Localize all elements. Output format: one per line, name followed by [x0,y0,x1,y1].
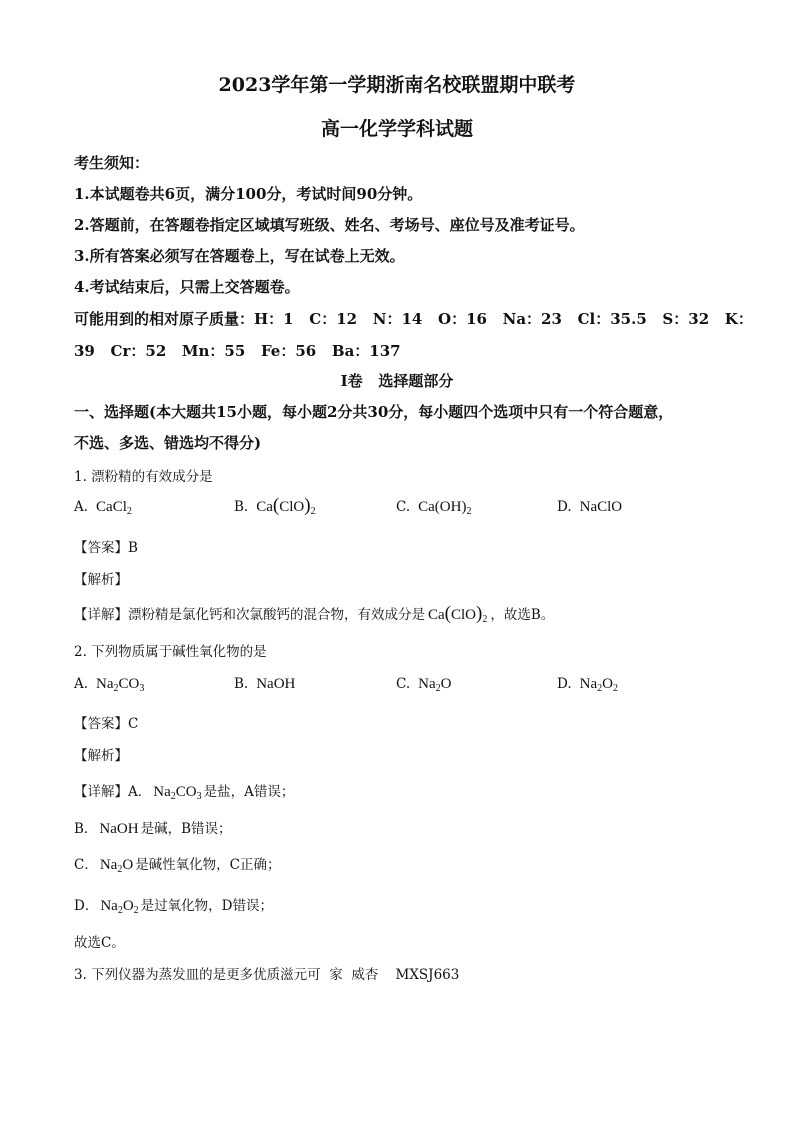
q1-detail: 【详解】漂粉精是氯化钙和次氯酸钙的混合物，有效成分是 $Ca(ClO)_2$ ，故选B。 [74,603,555,625]
question-1-stem: 1. 漂粉精的有效成分是 [74,469,213,485]
formula: $Na_2CO_3$ [96,676,145,694]
atomic-mass-line-2: 39 Cr：52 Mn：55 Fe：56 Ba：137 [74,342,401,360]
q1-analysis: 【解析】 [74,572,128,588]
notice-item-2: 2.答题前，在答题卷指定区域填写班级、姓名、考场号、座位号及准考证号。 [74,216,585,234]
option-letter: C. [396,499,411,515]
option-letter: A. [74,499,89,515]
formula: $Na_2O$ [418,676,452,694]
q2-answer: 【答案】C [74,716,139,732]
formula: $Ca(ClO)_2$ [256,495,316,517]
formula: $Ca(OH)_2$ [418,499,472,517]
notice-item-1: 1.本试题卷共6页，满分100分，考试时间90分钟。 [74,185,423,203]
formula: CaCl$_2$ [96,499,132,517]
section-instruction-2: 不选、多选、错选均不得分) [74,434,262,452]
q2-option-c [396,676,451,693]
exam-subtitle: 高一化学学科试题 [320,118,473,140]
formula: NaClO [579,499,623,515]
option-letter: C. [396,676,411,692]
q1-option-d [557,499,622,516]
option-letter: D. [557,499,572,515]
option-letter: A. [74,676,89,692]
q2-option-d [557,676,618,693]
question-2-stem: 2. 下列物质属于碱性氧化物的是 [74,644,267,660]
q2-conclusion: 故选C。 [74,935,125,951]
q2-analysis: 【解析】 [74,748,128,764]
exam-title: 2023学年第一学期浙南名校联盟期中联考 [218,74,576,96]
q2-detail-a: 【详解】A． $Na_2CO_3$ 是盐，A错误； [74,784,295,802]
option-letter: B. [234,676,249,692]
q2-detail-d: D． $Na_2O_2$ 是过氧化物，D错误； [74,898,273,916]
notice-item-4: 4.考试结束后，只需上交答题卷。 [74,278,300,296]
question-3-stem: 3. 下列仪器为蒸发皿的是更多优质滋元可 家 威杏 MXSJ663 [74,967,460,983]
notice-heading: 考生须知： [74,154,150,172]
q1-answer: 【答案】B [74,540,138,556]
q1-option-b [234,495,316,517]
q1-option-a [74,499,132,516]
q2-option-a [74,676,144,693]
q2-detail-c: C． $Na_2O$ 是碱性氧化物，C正确； [74,857,281,875]
section-instruction-1: 一、选择题(本大题共15小题，每小题2分共30分，每小题四个选项中只有一个符合题意， [74,403,674,421]
option-letter: B. [234,499,249,515]
formula: $Na_2O_2$ [579,676,618,694]
q2-option-b [234,676,295,693]
q1-option-c [396,499,471,516]
formula: NaOH [256,676,296,692]
q2-detail-b: B． NaOH 是碱，B错误； [74,821,232,837]
option-letter: D. [557,676,572,692]
section-title: Ⅰ卷 选择题部分 [340,372,454,390]
atomic-mass-line-1: 可能用到的相对原子质量：H：1 C：12 N：14 O：16 Na：23 Cl：35.5 S：32 K： [74,310,753,328]
notice-item-3: 3.所有答案必须写在答题卷上，写在试卷上无效。 [74,247,405,265]
